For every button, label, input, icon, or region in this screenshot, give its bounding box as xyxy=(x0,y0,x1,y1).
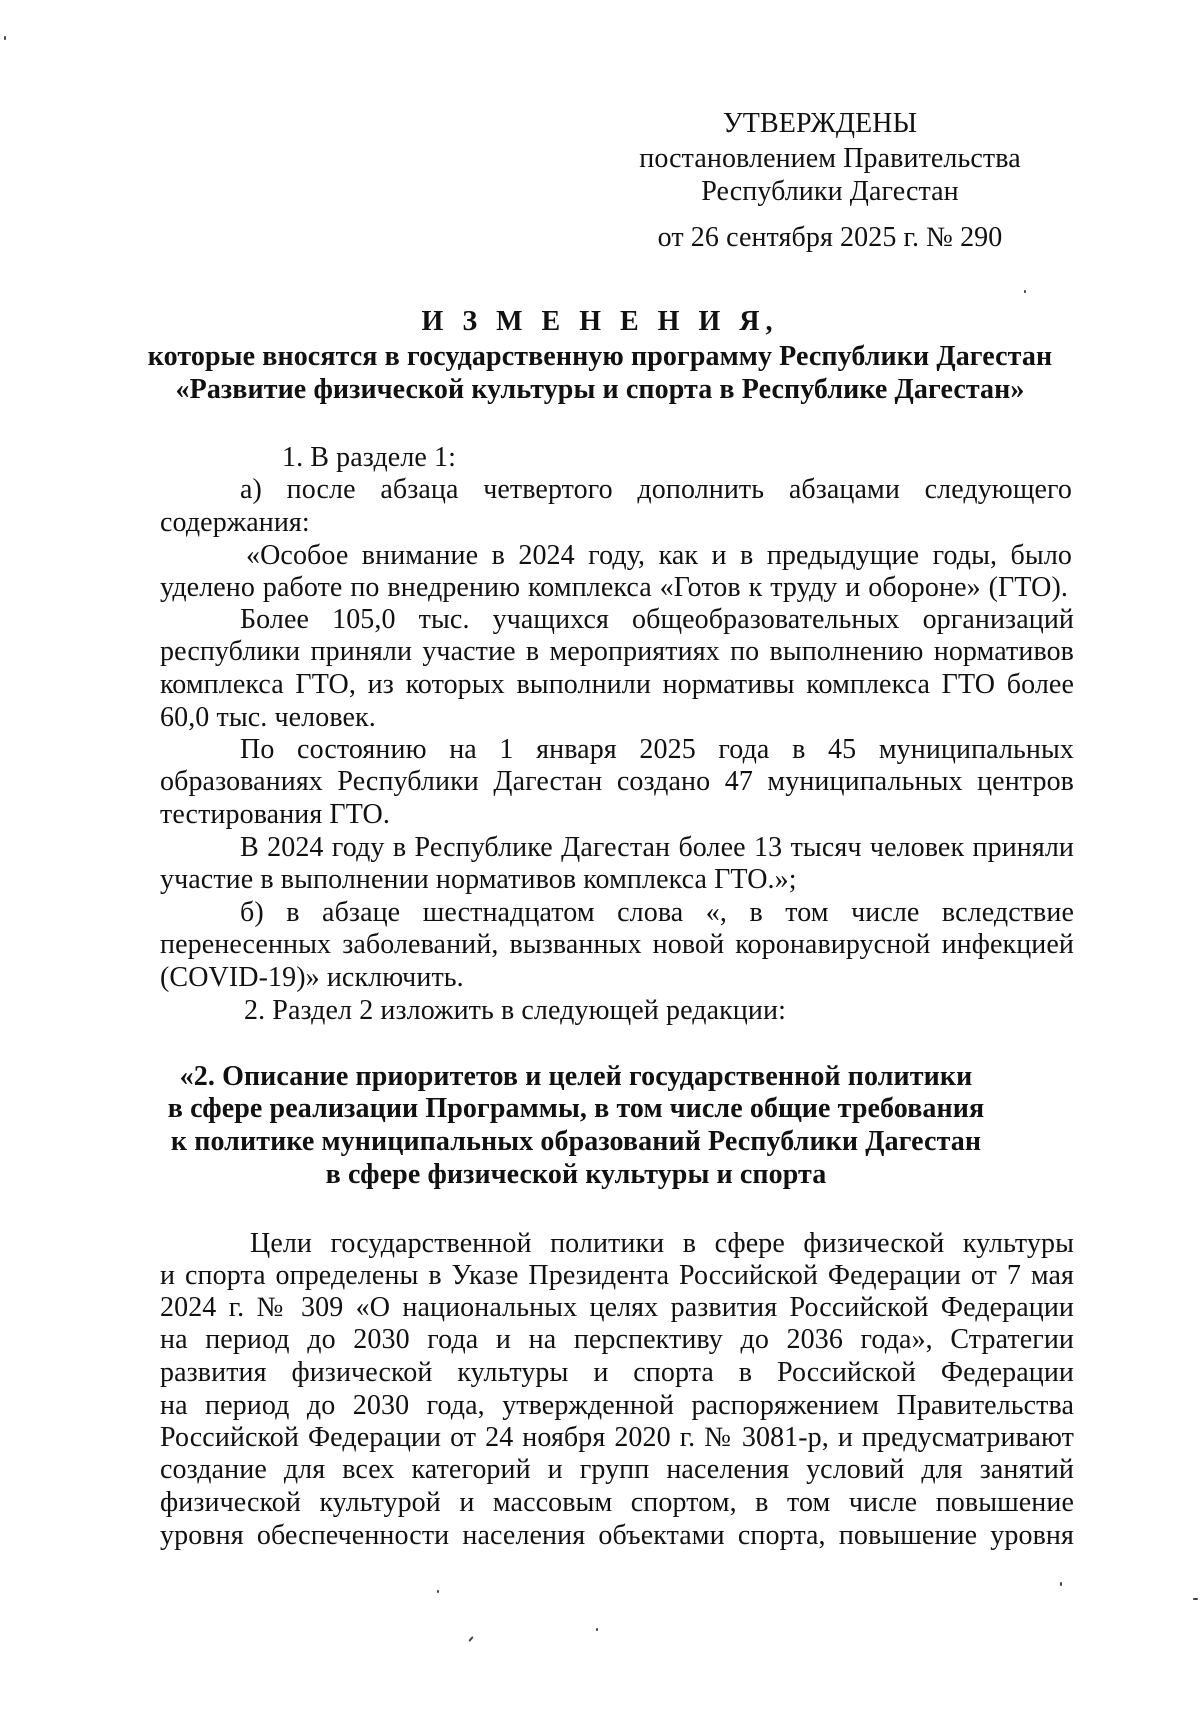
body-line: уделено работе по внедрению комплекса «Готов к труду и обороне» (ГТО). xyxy=(160,572,1068,603)
body-line: тестирования ГТО. xyxy=(160,799,390,830)
body-line: 2024 г. № 309 «О национальных целях развития Российской Федерации xyxy=(160,1292,1074,1323)
body-line: Российской Федерации от 24 ноября 2020 г. № 3081-р, и предусматривают xyxy=(160,1422,1074,1453)
body-line: образованиях Республики Дагестан создано 47 муниципальных центров xyxy=(160,766,1074,797)
scan-speck xyxy=(437,1590,439,1593)
section-2-heading-line: «2. Описание приоритетов и целей государственной политики xyxy=(179,1061,973,1092)
body-line: 60,0 тыс. человек. xyxy=(160,702,376,733)
scan-speck xyxy=(1024,290,1026,293)
body-line: Более 105,0 тыс. учащихся общеобразовательных организаций xyxy=(240,604,1074,635)
heading-subtitle-1: которые вносятся в государственную программу Республики Дагестан xyxy=(147,341,1053,372)
body-line: республики приняли участие в мероприятиях по выполнению нормативов xyxy=(160,636,1074,667)
body-line: содержания: xyxy=(160,507,310,538)
heading-subtitle-2: «Развитие физической культуры и спорта в Республике Дагестан» xyxy=(175,374,1025,405)
scan-speck xyxy=(4,36,6,40)
heading-title: И З М Е Н Е Н И Я, xyxy=(421,306,779,337)
body-line: перенесенных заболеваний, вызванных новой коронавирусной инфекцией xyxy=(160,929,1074,960)
scan-speck xyxy=(596,1628,598,1631)
approval-date: от 26 сентября 2025 г. № 290 xyxy=(657,222,1003,253)
body-line: комплекса ГТО, из которых выполнили нормативы комплекса ГТО более xyxy=(160,669,1074,700)
body-line: на период до 2030 года и на перспективу до 2036 года», Стратегии xyxy=(160,1324,1074,1355)
approval-title: УТВЕРЖДЕНЫ xyxy=(722,108,918,139)
section-2-heading-line: в сфере физической культуры и спорта xyxy=(325,1159,827,1190)
body-line: на период до 2030 года, утвержденной распоряжением Правительства xyxy=(160,1390,1074,1421)
approval-decree: постановлением Правительства xyxy=(639,143,1021,174)
body-line: уровня обеспеченности населения объектами спорта, повышение уровня xyxy=(160,1520,1074,1551)
scan-speck xyxy=(1060,1582,1062,1586)
body-line: б) в абзаце шестнадцатом слова «, в том числе вследствие xyxy=(240,897,1074,928)
body-line: создание для всех категорий и групп населения условий для занятий xyxy=(160,1454,1074,1485)
scan-speck xyxy=(1193,1598,1198,1600)
body-line: 2. Раздел 2 изложить в следующей редакции: xyxy=(244,995,786,1026)
body-line: «Особое внимание в 2024 году, как и в предыдущие годы, было xyxy=(246,540,1072,571)
body-line: Цели государственной политики в сфере физической культуры xyxy=(250,1228,1074,1259)
body-line: и спорта определены в Указе Президента Российской Федерации от 7 мая xyxy=(160,1260,1074,1291)
body-line: участие в выполнении нормативов комплекса ГТО.»; xyxy=(160,864,797,895)
body-line: а) после абзаца четвертого дополнить абзацами следующего xyxy=(240,474,1072,505)
body-line: физической культурой и массовым спортом, в том числе повышение xyxy=(160,1487,1074,1518)
approval-republic: Республики Дагестан xyxy=(701,176,959,207)
section-2-heading-line: в сфере реализации Программы, в том числе общие требования xyxy=(167,1093,985,1124)
body-line: По состоянию на 1 января 2025 года в 45 муниципальных xyxy=(240,734,1074,765)
body-line: 1. В разделе 1: xyxy=(282,442,457,473)
body-line: (COVID-19)» исключить. xyxy=(160,962,464,993)
body-line: В 2024 году в Республике Дагестан более 13 тысяч человек приняли xyxy=(240,832,1074,863)
scan-speck xyxy=(468,1636,473,1642)
section-2-heading-line: к политике муниципальных образований Республики Дагестан xyxy=(170,1126,982,1157)
body-line: развития физической культуры и спорта в Российской Федерации xyxy=(160,1357,1074,1388)
